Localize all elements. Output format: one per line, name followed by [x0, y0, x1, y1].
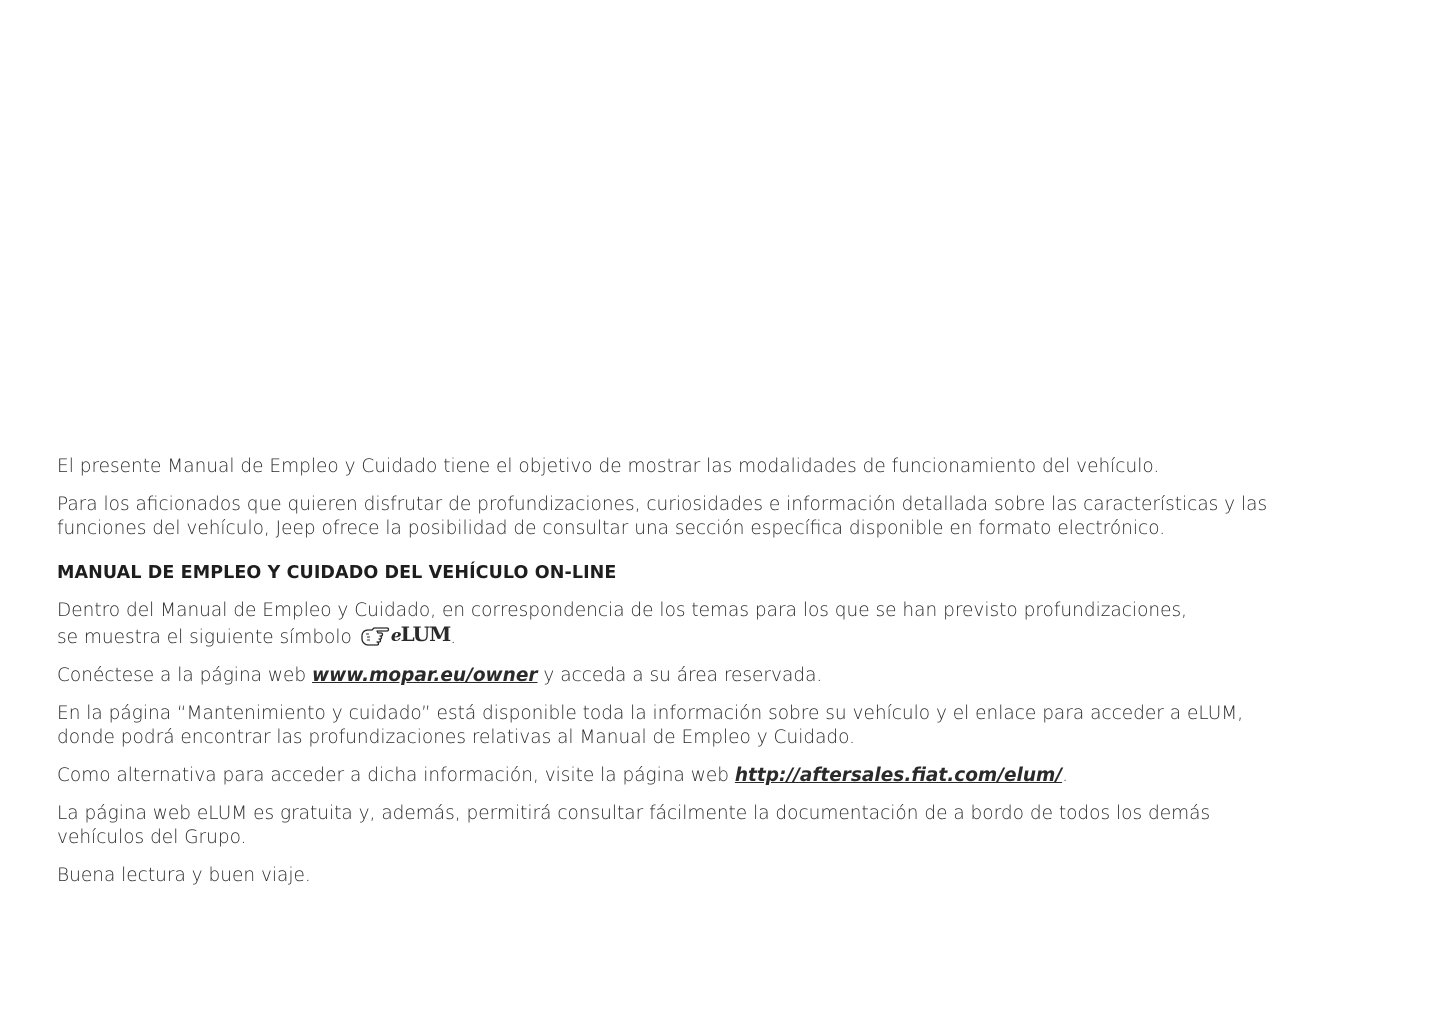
closing-paragraph-text: Buena lectura y buen viaje.: [57, 865, 311, 886]
elum-free-paragraph-line-2: vehículos del Grupo.: [57, 827, 247, 848]
symbol-paragraph: [57, 599, 1357, 650]
maintenance-paragraph: [57, 702, 1357, 750]
aftersales-paragraph: [57, 764, 1357, 788]
manual-intro-content: [57, 455, 1357, 902]
mopar-paragraph: [57, 664, 1357, 688]
intro-paragraph-1: [57, 455, 1357, 479]
mopar-paragraph-after: y acceda a su área reservada.: [537, 665, 823, 686]
intro-paragraph-2-line-2: funciones del vehículo, Jeep ofrece la posibilidad de consultar una sección específica disponible en formato electrónico.: [57, 518, 1166, 539]
section-heading: MANUAL DE EMPLEO Y CUIDADO DEL VEHÍCULO ON-LINE: [57, 563, 617, 583]
closing-paragraph: [57, 864, 1357, 888]
intro-paragraph-1-text: El presente Manual de Empleo y Cuidado tiene el objetivo de mostrar las modalidades de funcionamiento del vehículo.: [57, 456, 1160, 477]
symbol-paragraph-line-1: Dentro del Manual de Empleo y Cuidado, en correspondencia de los temas para los que se han previsto profundizaciones,: [57, 600, 1188, 621]
aftersales-elum-link[interactable]: http://aftersales.fiat.com/elum/: [734, 765, 1063, 786]
elum-free-paragraph: [57, 802, 1357, 850]
mopar-paragraph-before: Conéctese a la página web: [57, 665, 313, 686]
aftersales-paragraph-after: .: [1062, 765, 1068, 786]
symbol-paragraph-line-2: se muestra el siguiente símbolo: [57, 627, 352, 648]
elum-free-paragraph-line-1: La página web eLUM es gratuita y, además, permitirá consultar fácilmente la documentación de a bordo de todos los demás: [57, 803, 1211, 824]
symbol-paragraph-end: .: [450, 627, 457, 648]
elum-symbol: [360, 623, 450, 647]
maintenance-paragraph-line-1: En la página “Mantenimiento y cuidado” está disponible toda la información sobre su vehículo y el enlace para acceder a eLUM,: [57, 703, 1244, 724]
aftersales-paragraph-before: Como alternativa para acceder a dicha información, visite la página web: [57, 765, 735, 786]
intro-paragraph-2: [57, 493, 1357, 541]
intro-paragraph-2-line-1: Para los aficionados que quieren disfrutar de profundizaciones, curiosidades e información detallada sobre las características y las: [57, 494, 1268, 515]
mopar-owner-link[interactable]: www.mopar.eu/owner: [312, 665, 538, 686]
elum-symbol-label: eLUM: [390, 622, 451, 646]
pointing-hand-icon: [360, 625, 390, 647]
maintenance-paragraph-line-2: donde podrá encontrar las profundizaciones relativas al Manual de Empleo y Cuidado.: [57, 727, 856, 748]
